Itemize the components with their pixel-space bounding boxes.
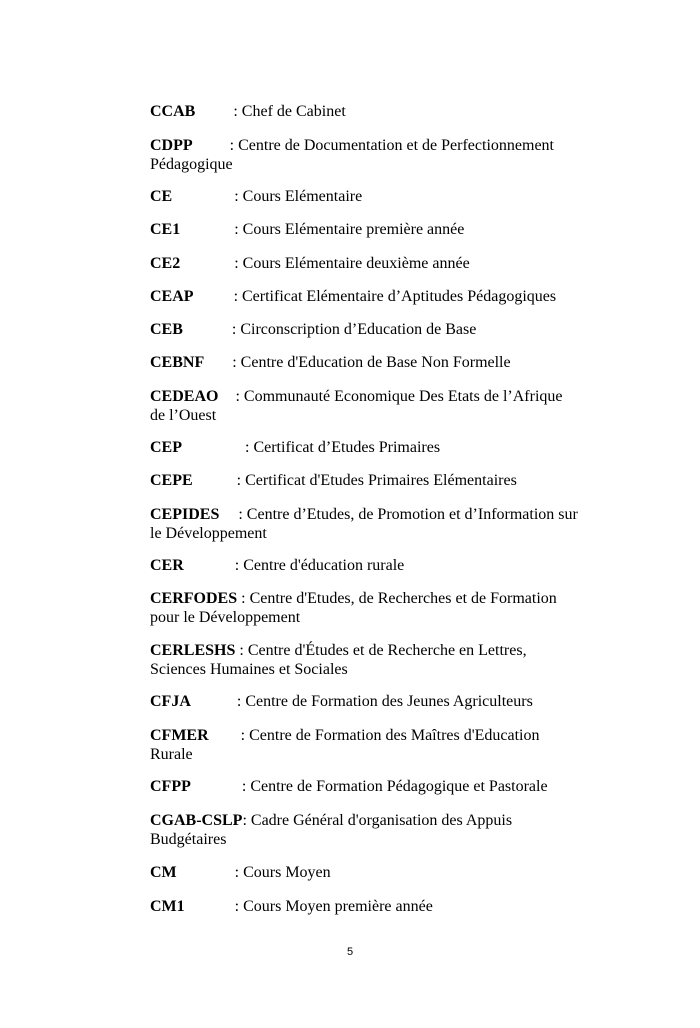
abbreviation: CDPP	[150, 137, 193, 154]
definition: : Cadre Général d'organisation des Appuis Budgétaires	[150, 812, 513, 848]
glossary-entry-ce1	[150, 220, 580, 239]
glossary-entry-ceb	[150, 320, 580, 339]
definition: : Centre d'Etudes, de Recherches et de Formation pour le Développement	[150, 590, 557, 626]
definition: : Centre de Formation des Maîtres d'Education Rurale	[150, 727, 540, 763]
definition: : Certificat d'Etudes Primaires Elémentaires	[236, 472, 517, 489]
definition: : Chef de Cabinet	[233, 103, 346, 120]
definition: : Communauté Economique Des Etats de l’Afrique de l’Ouest	[150, 388, 563, 424]
definition: : Cours Moyen première année	[234, 898, 433, 915]
definition: : Centre d'Education de Base Non Formelle	[232, 354, 511, 371]
glossary-entry-cer	[150, 556, 580, 575]
definition: : Certificat d’Etudes Primaires	[245, 439, 441, 456]
glossary-entry-cepe	[150, 471, 580, 490]
abbreviation: CEBNF	[150, 354, 205, 371]
glossary-entry-cerleshs	[150, 641, 580, 679]
abbreviation: CER	[150, 557, 184, 574]
glossary-entry-cep	[150, 438, 580, 457]
abbreviation: CE2	[150, 255, 181, 272]
definition: : Cours Elémentaire	[234, 188, 363, 205]
abbreviation: CEDEAO	[150, 388, 219, 405]
glossary-entry-cfmer	[150, 726, 580, 764]
abbreviation: CM1	[150, 898, 185, 915]
glossary-entry-cdpp	[150, 136, 580, 174]
abbreviation: CFPP	[150, 778, 191, 795]
abbreviation: CGAB-CSLP	[150, 812, 243, 829]
abbreviation: CEPIDES	[150, 506, 220, 523]
definition: : Centre d'Études et de Recherche en Lettres, Sciences Humaines et Sociales	[150, 642, 527, 678]
glossary-entry-cepides	[150, 505, 580, 543]
glossary-entry-ceap	[150, 287, 580, 306]
glossary-entry-ce2	[150, 254, 580, 273]
abbreviation: CE1	[150, 221, 181, 238]
glossary-entry-cedeao	[150, 387, 580, 425]
definition: : Cours Elémentaire première année	[234, 221, 465, 238]
abbreviation: CERLESHS	[150, 642, 236, 659]
definition: : Centre d'éducation rurale	[234, 557, 405, 574]
abbreviation: CFJA	[150, 693, 191, 710]
abbreviation: CERFODES	[150, 590, 238, 607]
page-number: 5	[346, 946, 354, 958]
definition: : Certificat Elémentaire d’Aptitudes Pédagogiques	[233, 288, 557, 305]
abbreviation: CCAB	[150, 103, 196, 120]
definition: : Centre de Documentation et de Perfectionnement Pédagogique	[150, 137, 554, 173]
glossary-entry-cerfodes	[150, 589, 580, 627]
definition: : Circonscription d’Education de Base	[231, 321, 477, 338]
abbreviation: CEAP	[150, 288, 194, 305]
glossary-entry-cfja	[150, 692, 580, 711]
glossary-entry-cgab-cslp	[150, 811, 580, 849]
abbreviation: CE	[150, 188, 173, 205]
definition: : Centre de Formation des Jeunes Agriculteurs	[236, 693, 533, 710]
definition: : Cours Elémentaire deuxième année	[234, 255, 470, 272]
glossary-entry-cfpp	[150, 777, 580, 796]
glossary-entry-cm1	[150, 897, 580, 916]
abbreviation: CM	[150, 864, 177, 881]
definition: : Centre de Formation Pédagogique et Pastorale	[241, 778, 548, 795]
abbreviation: CEP	[150, 439, 182, 456]
glossary-entry-ce	[150, 187, 580, 206]
abbreviation: CEPE	[150, 472, 193, 489]
abbreviation: CEB	[150, 321, 183, 338]
glossary-entry-cebnf	[150, 353, 580, 372]
definition: : Cours Moyen	[234, 864, 331, 881]
glossary-entry-ccab	[150, 102, 580, 121]
abbreviation: CFMER	[150, 727, 209, 744]
definition: : Centre d’Etudes, de Promotion et d’Information sur le Développement	[150, 506, 578, 542]
glossary-entry-cm	[150, 863, 580, 882]
